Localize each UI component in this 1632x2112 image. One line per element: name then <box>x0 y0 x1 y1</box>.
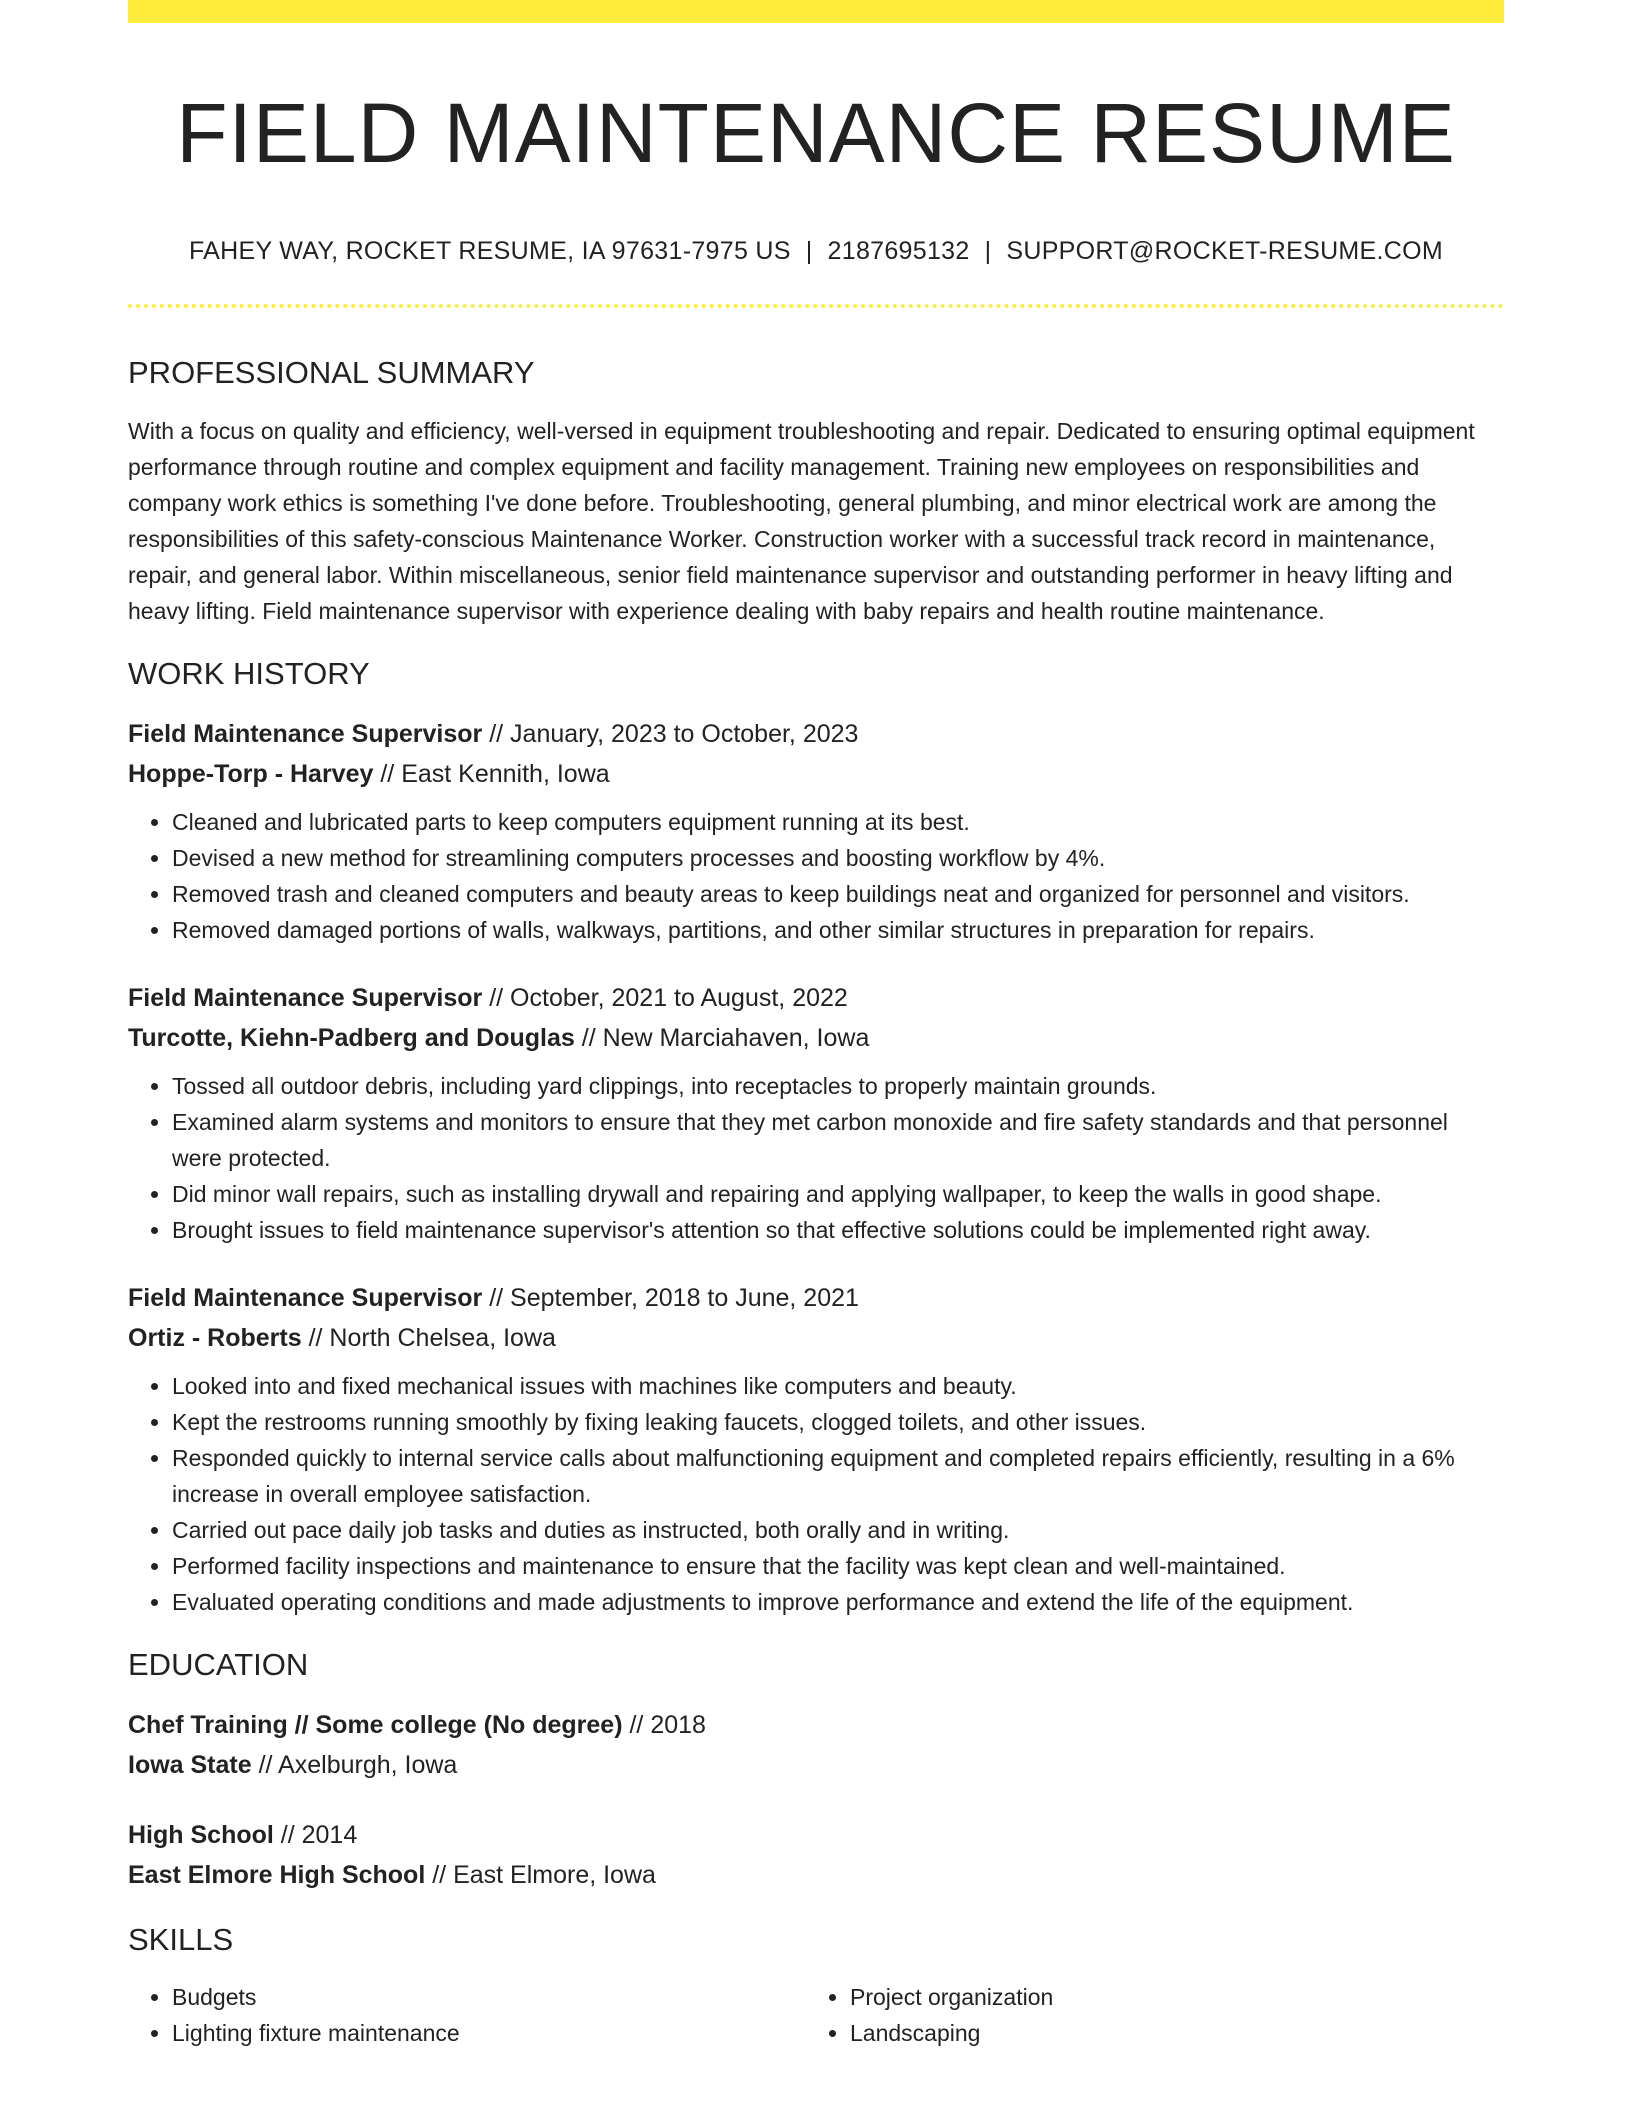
job-duties-list <box>128 1068 1504 1248</box>
education-school-line <box>128 1855 1504 1895</box>
accent-top-bar <box>128 0 1504 23</box>
job-duties-list <box>128 804 1504 948</box>
contact-phone: 2187695132 <box>827 236 970 265</box>
job-company: Ortiz - Roberts <box>128 1324 302 1353</box>
job-company: Hoppe-Torp - Harvey <box>128 760 374 789</box>
job-duty: • Performed facility inspections and maintenance to ensure that the facility was kept clean and well-maintained. <box>172 1548 1504 1584</box>
job-duties-list <box>128 1368 1504 1620</box>
job-duty: • Brought issues to field maintenance supervisor's attention so that effective solutions could be implemented right away. <box>172 1212 1504 1248</box>
job-company-line <box>128 754 1504 794</box>
job-location: // East Kennith, Iowa <box>373 760 610 789</box>
dotted-divider <box>128 304 1504 308</box>
education-year: // 2018 <box>622 1711 706 1740</box>
job-company: Turcotte, Kiehn-Padberg and Douglas <box>128 1024 575 1053</box>
education-school: East Elmore High School <box>128 1861 426 1890</box>
job-entry <box>128 714 1504 948</box>
education-degree-line <box>128 1815 1504 1855</box>
job-duty: • Kept the restrooms running smoothly by fixing leaking faucets, clogged toilets, and other issues. <box>172 1404 1504 1440</box>
job-entry <box>128 978 1504 1248</box>
skill-item: • Project organization <box>850 1979 1484 2015</box>
contact-separator: | <box>984 236 992 265</box>
education-school: Iowa State <box>128 1751 252 1780</box>
contact-email: SUPPORT@ROCKET-RESUME.COM <box>1006 236 1444 265</box>
skills-list-left <box>128 1979 806 2051</box>
work-history-heading: WORK HISTORY <box>128 655 370 691</box>
skills-grid <box>128 1979 1504 2051</box>
skill-item: • Lighting fixture maintenance <box>172 2015 806 2051</box>
education-degree: Chef Training // Some college (No degree) <box>128 1711 623 1740</box>
job-duty: • Devised a new method for streamlining computers processes and boosting workflow by 4%. <box>172 840 1504 876</box>
job-title: Field Maintenance Supervisor <box>128 1284 483 1313</box>
education-year: // 2014 <box>273 1821 358 1850</box>
job-duty: • Examined alarm systems and monitors to ensure that they met carbon monoxide and fire safety standards and that personnel were protected. <box>172 1104 1504 1176</box>
job-duty: • Removed damaged portions of walls, walkways, partitions, and other similar structures in preparation for repairs. <box>172 912 1504 948</box>
job-duty: • Removed trash and cleaned computers and beauty areas to keep buildings neat and organized for personnel and visitors. <box>172 876 1504 912</box>
education-entry <box>128 1705 1504 1785</box>
job-location: // North Chelsea, Iowa <box>301 1324 556 1353</box>
job-title-line <box>128 978 1504 1018</box>
summary-text: With a focus on quality and efficiency, well-versed in equipment troubleshooting and repair. Dedicated to ensuring optimal equipment performance through routine and complex equipment and facility management. Training new employees on responsibilities and company work ethics is something I've done before. Troubleshooting, general plumbing, and minor electrical work are among the responsibilities of this safety-conscious Maintenance Worker. Construction worker with a successful track record in maintenance, repair, and general labor. Within miscellaneous, senior field maintenance supervisor and outstanding performer in heavy lifting and heavy lifting. Field maintenance supervisor with experience dealing with baby repairs and health routine maintenance. <box>128 417 1475 624</box>
job-duty: • Carried out pace daily job tasks and duties as instructed, both orally and in writing. <box>172 1512 1504 1548</box>
job-dates: // October, 2021 to August, 2022 <box>482 984 848 1013</box>
skills-list-right <box>806 1979 1484 2051</box>
job-duty: • Did minor wall repairs, such as installing drywall and repairing and applying wallpaper, to keep the walls in good shape. <box>172 1176 1504 1212</box>
job-duty: • Looked into and fixed mechanical issues with machines like computers and beauty. <box>172 1368 1504 1404</box>
summary-heading: PROFESSIONAL SUMMARY <box>128 354 535 390</box>
resume-title: FIELD MAINTENANCE RESUME <box>176 86 1456 180</box>
education-location: // Axelburgh, Iowa <box>251 1751 458 1780</box>
education-entry <box>128 1815 1504 1895</box>
job-dates: // January, 2023 to October, 2023 <box>482 720 859 749</box>
contact-separator: | <box>805 236 813 265</box>
education-school-line <box>128 1745 1504 1785</box>
skill-item: • Landscaping <box>850 2015 1484 2051</box>
contact-line <box>128 236 1504 266</box>
contact-address: FAHEY WAY, ROCKET RESUME, IA 97631-7975 US <box>188 236 791 265</box>
job-dates: // September, 2018 to June, 2021 <box>482 1284 859 1313</box>
job-location: // New Marciahaven, Iowa <box>574 1024 870 1053</box>
job-title: Field Maintenance Supervisor <box>128 984 483 1013</box>
job-duty: • Tossed all outdoor debris, including yard clippings, into receptacles to properly maintain grounds. <box>172 1068 1504 1104</box>
job-duty: • Responded quickly to internal service calls about malfunctioning equipment and completed repairs efficiently, resulting in a 6% increase in overall employee satisfaction. <box>172 1440 1504 1512</box>
job-company-line <box>128 1318 1504 1358</box>
job-duty: • Evaluated operating conditions and made adjustments to improve performance and extend the life of the equipment. <box>172 1584 1504 1620</box>
education-degree-line <box>128 1705 1504 1745</box>
job-title: Field Maintenance Supervisor <box>128 720 483 749</box>
job-company-line <box>128 1018 1504 1058</box>
resume-page <box>128 0 1504 2051</box>
skill-item: • Budgets <box>172 1979 806 2015</box>
skills-heading: SKILLS <box>128 1922 234 1958</box>
job-duty: • Cleaned and lubricated parts to keep computers equipment running at its best. <box>172 804 1504 840</box>
education-degree: High School <box>128 1821 274 1850</box>
education-location: // East Elmore, Iowa <box>425 1861 656 1890</box>
job-entry <box>128 1278 1504 1620</box>
education-heading: EDUCATION <box>128 1647 309 1683</box>
job-title-line <box>128 714 1504 754</box>
job-title-line <box>128 1278 1504 1318</box>
